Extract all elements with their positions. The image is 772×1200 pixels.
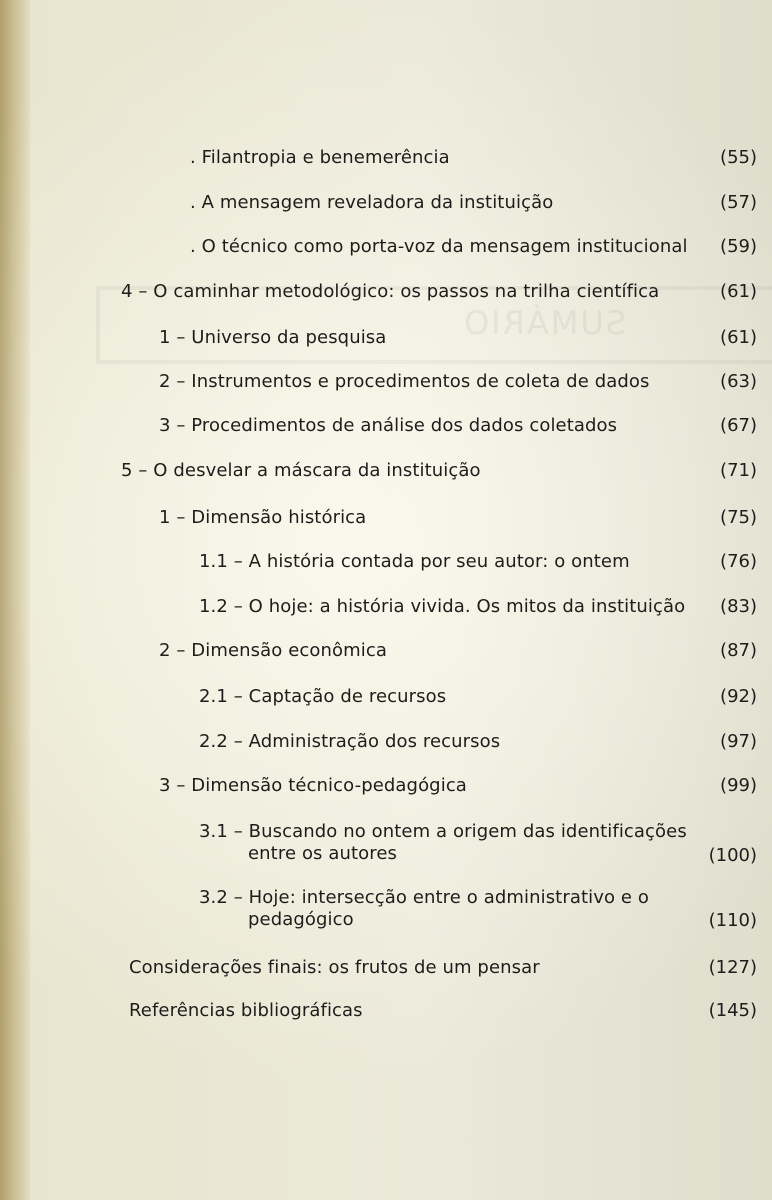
toc-entry-instrumentos: 2 – Instrumentos e procedimentos de coleta de dados	[159, 371, 650, 392]
toc-page-administracao-recursos: (97)	[720, 731, 757, 752]
toc-entry-chapter-4: 4 – O caminhar metodológico: os passos na trilha científica	[121, 281, 660, 302]
show-through-title: SUMÁRIO	[462, 304, 627, 342]
toc-page-procedimentos-analise: (67)	[720, 415, 757, 436]
toc-entry-procedimentos-analise: 3 – Procedimentos de análise dos dados coletados	[159, 415, 618, 436]
toc-page-mensagem-reveladora: (57)	[720, 192, 757, 213]
toc-page-historia-contada: (76)	[720, 551, 757, 572]
toc-entry-buscando-no-ontem-line2: entre os autores	[248, 843, 398, 864]
toc-page-filantropia: (55)	[720, 147, 757, 168]
toc-entry-dimensao-historica: 1 – Dimensão histórica	[159, 507, 367, 528]
toc-entry-historia-contada: 1.1 – A história contada por seu autor: o ontem	[199, 551, 630, 572]
toc-page-buscando-no-ontem: (100)	[708, 845, 757, 866]
toc-entry-historia-vivida: 1.2 – O hoje: a história vivida. Os mitos da instituição	[199, 596, 686, 617]
toc-entry-referencias: Referências bibliográficas	[129, 1000, 363, 1021]
toc-entry-consideracoes-finais: Considerações finais: os frutos de um pensar	[129, 957, 540, 978]
toc-entry-administracao-recursos: 2.2 – Administração dos recursos	[199, 731, 501, 752]
toc-entry-dimensao-tecnico-pedagogica: 3 – Dimensão técnico-pedagógica	[159, 775, 467, 796]
toc-page-referencias: (145)	[708, 1000, 757, 1021]
toc-entry-interseccao-line2: pedagógico	[248, 909, 354, 930]
toc-entry-buscando-no-ontem-line1: 3.1 – Buscando no ontem a origem das identificações	[199, 821, 687, 842]
toc-entry-mensagem-reveladora: . A mensagem reveladora da instituição	[190, 192, 554, 213]
toc-entry-interseccao	[199, 887, 649, 931]
toc-entry-interseccao-line1: 3.2 – Hoje: intersecção entre o administrativo e o	[199, 887, 650, 908]
toc-entry-filantropia: . Filantropia e benemerência	[190, 147, 450, 168]
toc-page-captacao-recursos: (92)	[720, 686, 757, 707]
toc-entry-chapter-5: 5 – O desvelar a máscara da instituição	[121, 460, 481, 481]
toc-entry-buscando-no-ontem	[199, 821, 687, 865]
toc-page-consideracoes-finais: (127)	[708, 957, 757, 978]
toc-page-tecnico-porta-voz: (59)	[720, 236, 757, 257]
toc-page-dimensao-tecnico-pedagogica: (99)	[720, 775, 757, 796]
toc-entry-dimensao-economica: 2 – Dimensão econômica	[159, 640, 387, 661]
toc-page-universo: (61)	[720, 327, 757, 348]
toc-page-instrumentos: (63)	[720, 371, 757, 392]
toc-entry-captacao-recursos: 2.1 – Captação de recursos	[199, 686, 447, 707]
toc-entry-universo: 1 – Universo da pesquisa	[159, 327, 387, 348]
toc-entry-tecnico-porta-voz: . O técnico como porta-voz da mensagem institucional	[190, 236, 688, 257]
toc-page-dimensao-historica: (75)	[720, 507, 757, 528]
toc-page-dimensao-economica: (87)	[720, 640, 757, 661]
page-binding-shadow	[0, 0, 30, 1200]
toc-page-interseccao: (110)	[708, 910, 757, 931]
toc-page-chapter-4: (61)	[720, 281, 757, 302]
toc-page-historia-vivida: (83)	[720, 596, 757, 617]
toc-page-chapter-5: (71)	[720, 460, 757, 481]
